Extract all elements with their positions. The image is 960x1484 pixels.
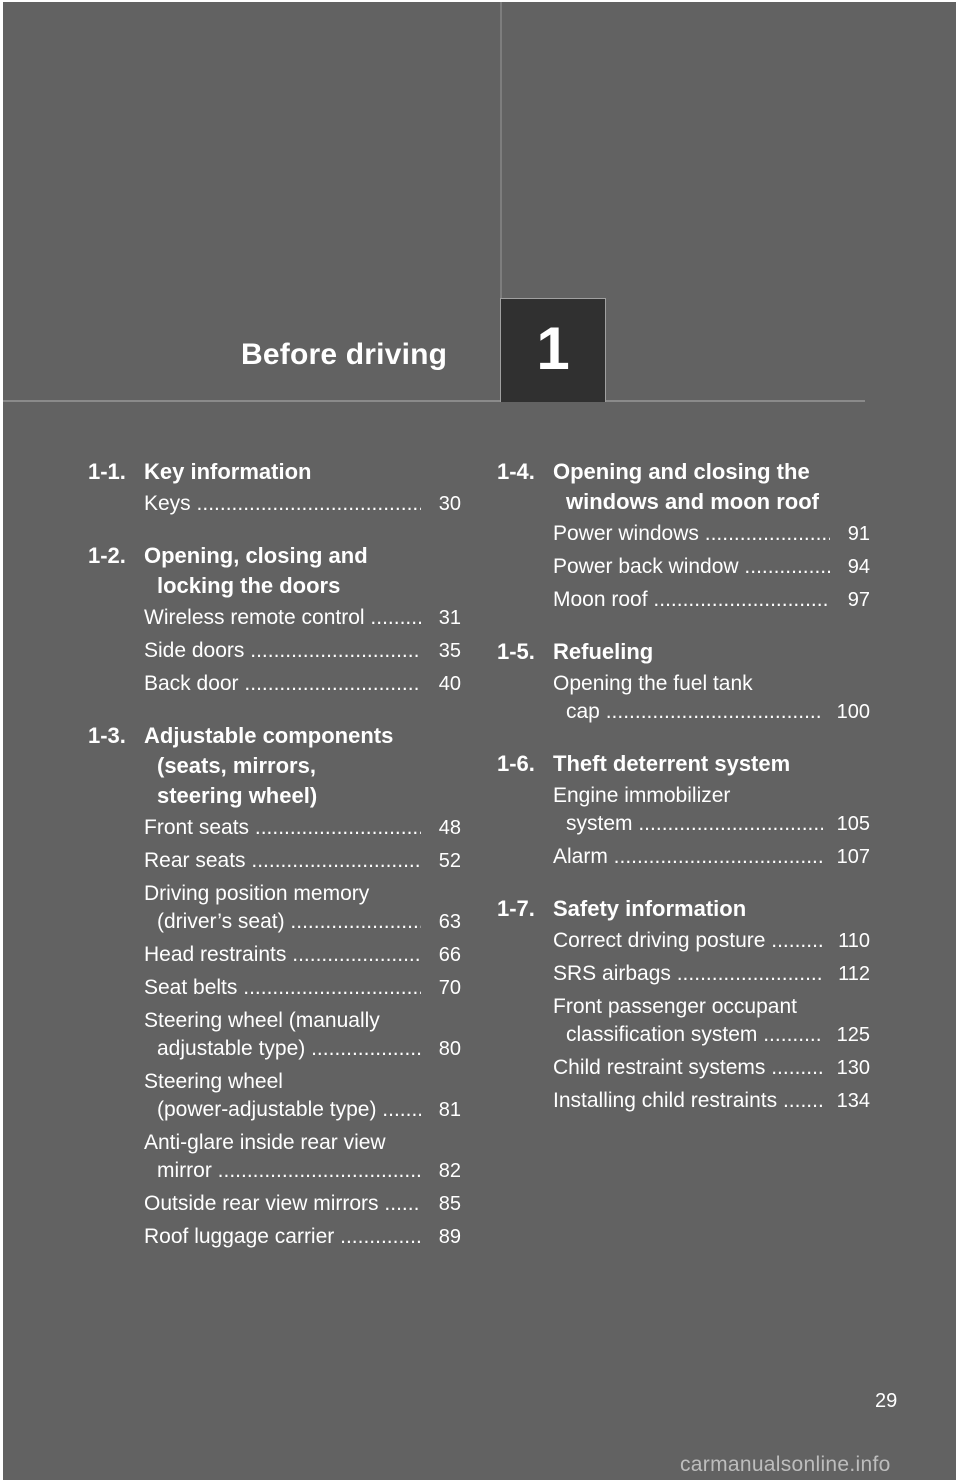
toc-entry-link[interactable] <box>553 843 870 871</box>
entry-title <box>144 847 421 875</box>
toc-section <box>88 541 461 698</box>
chapter-number: 1 <box>536 315 570 382</box>
entry-page-number: 97 <box>847 589 870 611</box>
section-heading <box>88 721 461 811</box>
section-heading <box>497 749 870 779</box>
section-title-line: windows and moon roof <box>566 489 819 514</box>
entry-title-line: (power-adjustable type) <box>157 1098 377 1121</box>
entry-title-line: system <box>566 812 633 835</box>
entry-title-line: Alarm <box>553 845 608 868</box>
section-title-line: Adjustable components <box>144 723 394 748</box>
toc-section <box>497 894 870 1115</box>
entry-title-line: Seat belts <box>144 976 238 999</box>
entry-title-line: Wireless remote control <box>144 606 365 629</box>
entry-page-number: 94 <box>847 556 870 578</box>
entry-title-line: (driver’s seat) <box>157 910 285 933</box>
entry-title-line: Front passenger occupant <box>553 995 797 1018</box>
toc-section <box>497 749 870 871</box>
section-number: 1-5. <box>497 639 535 664</box>
entry-title <box>144 1223 421 1251</box>
section-title-line: Opening and closing the <box>553 459 810 484</box>
entry-title <box>144 637 421 665</box>
entry-title-line: Correct driving posture <box>553 929 766 952</box>
section-title-line: locking the doors <box>157 573 341 598</box>
toc-entry-link[interactable] <box>144 637 461 665</box>
toc-entry-link[interactable] <box>144 604 461 632</box>
entry-title <box>553 553 830 581</box>
entry-title-line: Moon roof <box>553 588 648 611</box>
entry-page-number: 52 <box>438 850 461 872</box>
chapter-number-tab <box>500 298 606 402</box>
toc-section <box>88 457 461 518</box>
section-heading <box>88 457 461 487</box>
toc-entry-link[interactable] <box>553 993 870 1049</box>
entry-title <box>144 1190 421 1218</box>
entry-title-line: Child restraint systems <box>553 1056 766 1079</box>
toc-entry-link[interactable] <box>553 670 870 726</box>
entry-title <box>144 941 421 969</box>
entry-title-line: Steering wheel <box>144 1070 283 1093</box>
toc-section <box>88 721 461 1251</box>
entry-title-line: Anti-glare inside rear view <box>144 1131 386 1154</box>
section-title <box>553 749 870 779</box>
entry-title <box>144 490 421 518</box>
section-entries <box>88 814 461 1251</box>
section-title-line: Safety information <box>553 896 747 921</box>
entry-title <box>144 1129 421 1185</box>
entry-title <box>553 1054 823 1082</box>
entry-page-number: 82 <box>438 1160 461 1182</box>
toc-entry-link[interactable] <box>553 586 870 614</box>
entry-title-line: cap <box>566 700 600 723</box>
toc-entry-link[interactable] <box>144 847 461 875</box>
section-title-line: steering wheel) <box>157 783 318 808</box>
toc-entry-link[interactable] <box>144 670 461 698</box>
toc-section <box>497 457 870 614</box>
toc-entry-link[interactable] <box>553 1054 870 1082</box>
section-entries <box>88 604 461 698</box>
toc-entry-link[interactable] <box>144 1068 461 1124</box>
entry-title <box>553 782 823 838</box>
entry-page-number: 100 <box>836 701 870 723</box>
toc-entry-link[interactable] <box>144 490 461 518</box>
entry-title-line: Side doors <box>144 639 245 662</box>
vertical-divider <box>500 2 502 302</box>
toc-entry-link[interactable] <box>144 1190 461 1218</box>
section-entries <box>497 927 870 1115</box>
entry-title <box>553 670 823 726</box>
section-entries <box>88 490 461 518</box>
section-title <box>144 721 461 811</box>
toc-entry-link[interactable] <box>553 927 870 955</box>
section-title <box>553 457 870 517</box>
section-title-line: (seats, mirrors, <box>157 753 316 778</box>
toc-entry-link[interactable] <box>553 960 870 988</box>
entry-page-number: 134 <box>836 1090 870 1112</box>
entry-title-line: Opening the fuel tank <box>553 672 753 695</box>
section-title <box>553 637 870 667</box>
toc-left-column <box>88 457 461 1274</box>
section-entries <box>497 520 870 614</box>
section-heading <box>88 541 461 601</box>
entry-page-number: 70 <box>438 977 461 999</box>
chapter-title: Before driving <box>241 338 448 371</box>
section-heading <box>497 457 870 517</box>
entry-page-number: 48 <box>438 817 461 839</box>
entry-title-line: Roof luggage carrier <box>144 1225 335 1248</box>
entry-page-number: 107 <box>836 846 870 868</box>
entry-title-line: Head restraints <box>144 943 287 966</box>
entry-title <box>144 974 421 1002</box>
entry-title-line: SRS airbags <box>553 962 671 985</box>
entry-page-number: 81 <box>438 1099 461 1121</box>
section-heading <box>497 637 870 667</box>
toc-entry-link[interactable] <box>144 880 461 936</box>
toc-entry-link[interactable] <box>553 520 870 548</box>
watermark: carmanualsonline.info <box>680 1453 891 1476</box>
section-number: 1-4. <box>497 459 535 484</box>
entry-page-number: 105 <box>836 813 870 835</box>
section-title <box>144 457 461 487</box>
entry-page-number: 112 <box>838 963 870 985</box>
section-number: 1-6. <box>497 751 535 776</box>
section-title <box>553 894 870 924</box>
entry-title-line: Front seats <box>144 816 250 839</box>
entry-page-number: 40 <box>438 673 461 695</box>
entry-title <box>553 586 830 614</box>
toc-entry-link[interactable] <box>144 1007 461 1063</box>
manual-page <box>3 2 956 1480</box>
entry-page-number: 66 <box>438 944 461 966</box>
toc-entry-link[interactable] <box>144 974 461 1002</box>
entry-title <box>144 814 421 842</box>
entry-page-number: 110 <box>838 930 870 952</box>
entry-page-number: 35 <box>438 640 461 662</box>
entry-page-number: 30 <box>438 493 461 515</box>
entry-page-number: 130 <box>836 1057 870 1079</box>
entry-title <box>144 1068 421 1124</box>
entry-title-line: Driving position memory <box>144 882 370 905</box>
toc-entry-link[interactable] <box>144 1129 461 1185</box>
section-title-line: Theft deterrent system <box>553 751 791 776</box>
section-entries <box>497 782 870 871</box>
entry-title-line: Power back window <box>553 555 739 578</box>
page-number: 29 <box>875 1390 898 1412</box>
entry-title <box>144 880 421 936</box>
entry-title <box>553 1087 823 1115</box>
section-title-line: Opening, closing and <box>144 543 368 568</box>
entry-title-line: Power windows <box>553 522 699 545</box>
entry-page-number: 125 <box>836 1024 870 1046</box>
toc-entry-link[interactable] <box>144 1223 461 1251</box>
horizontal-divider <box>3 400 865 402</box>
entry-title-line: adjustable type) <box>157 1037 306 1060</box>
entry-title <box>144 670 421 698</box>
toc-entry-link[interactable] <box>144 814 461 842</box>
toc-entry-link[interactable] <box>553 1087 870 1115</box>
section-heading <box>497 894 870 924</box>
toc-section <box>497 637 870 726</box>
toc-right-column <box>497 457 870 1138</box>
entry-title-line: mirror <box>157 1159 212 1182</box>
section-number: 1-7. <box>497 896 535 921</box>
entry-title-line: Back door <box>144 672 239 695</box>
entry-title-line: Outside rear view mirrors <box>144 1192 379 1215</box>
entry-page-number: 63 <box>438 911 461 933</box>
section-number: 1-1. <box>88 459 126 484</box>
entry-title <box>553 993 823 1049</box>
entry-title-line: Keys <box>144 492 191 515</box>
toc-entry-link[interactable] <box>553 782 870 838</box>
section-entries <box>497 670 870 726</box>
entry-title-line: Rear seats <box>144 849 246 872</box>
entry-title <box>553 960 824 988</box>
entry-title-line: classification system <box>566 1023 758 1046</box>
toc-entry-link[interactable] <box>553 553 870 581</box>
entry-title-line: Steering wheel (manually <box>144 1009 380 1032</box>
entry-title <box>553 927 824 955</box>
entry-title <box>144 604 421 632</box>
entry-title <box>553 843 823 871</box>
entry-title-line: Engine immobilizer <box>553 784 731 807</box>
entry-page-number: 85 <box>438 1193 461 1215</box>
entry-title <box>553 520 830 548</box>
section-number: 1-2. <box>88 543 126 568</box>
entry-title-line: Installing child restraints <box>553 1089 778 1112</box>
toc-entry-link[interactable] <box>144 941 461 969</box>
entry-page-number: 31 <box>438 607 461 629</box>
section-title <box>144 541 461 601</box>
section-title-line: Key information <box>144 459 312 484</box>
entry-page-number: 91 <box>847 523 870 545</box>
section-title-line: Refueling <box>553 639 654 664</box>
section-number: 1-3. <box>88 723 126 748</box>
entry-page-number: 80 <box>438 1038 461 1060</box>
entry-title <box>144 1007 421 1063</box>
entry-page-number: 89 <box>438 1226 461 1248</box>
